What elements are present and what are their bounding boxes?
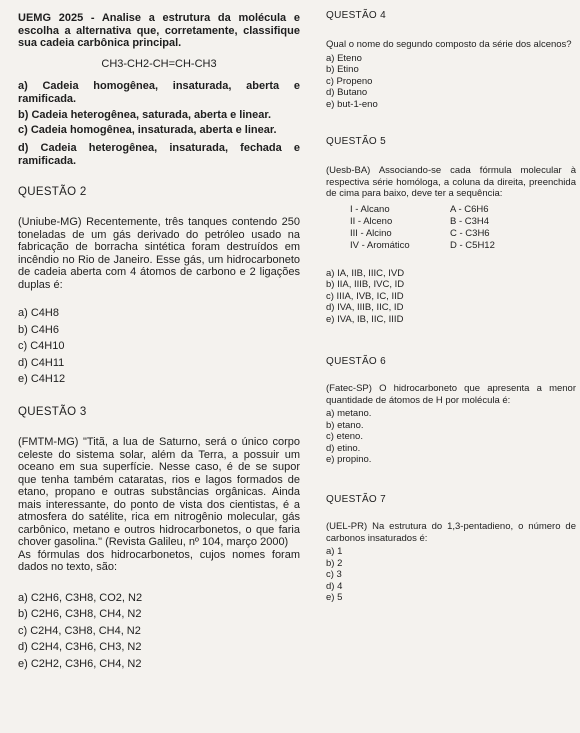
q3-text2: As fórmulas dos hidrocarbonetos, cujos nomes foram dados no texto, são: (18, 548, 300, 573)
q1-option-c[interactable]: c) Cadeia homogênea, insaturada, aberta e linear. (18, 123, 277, 136)
q7-option-a[interactable]: a) 1 (326, 546, 343, 557)
q3-options (18, 592, 300, 671)
q5-title: QUESTÃO 5 (326, 136, 386, 147)
q4-option-e[interactable]: e) but-1-eno (326, 98, 378, 110)
question-7 (326, 494, 576, 604)
q2-options (18, 307, 300, 386)
q4-option-a[interactable]: a) Eteno (326, 52, 362, 64)
q7-option-b[interactable]: b) 2 (326, 557, 343, 569)
q6-option-b[interactable]: b) etano. (326, 419, 364, 431)
q5-option-d[interactable]: d) IVA, IIIB, IIC, ID (326, 302, 404, 313)
q5-left-4: IV - Aromático (350, 239, 410, 251)
question-4 (326, 10, 576, 110)
q7-option-e[interactable]: e) 5 (326, 592, 343, 603)
q5-options (326, 268, 576, 326)
q7-title: QUESTÃO 7 (326, 494, 386, 505)
q3-option-a[interactable]: a) C2H6, C3H8, CO2, N2 (18, 591, 143, 604)
question-3 (18, 406, 300, 670)
q4-text: Qual o nome do segundo composto da série dos alcenos? (326, 39, 572, 50)
q3-option-d[interactable]: d) C2H4, C3H6, CH3, N2 (18, 641, 142, 653)
q3-option-e[interactable]: e) C2H2, C3H6, CH4, N2 (18, 657, 142, 670)
q5-right-2: B - C3H4 (450, 215, 490, 227)
question-2 (18, 186, 300, 386)
q5-left-1: I - Alcano (350, 203, 390, 215)
q6-option-e[interactable]: e) propino. (326, 454, 372, 465)
q2-title: QUESTÃO 2 (18, 186, 87, 198)
q5-left-2: II - Alceno (350, 215, 393, 227)
q4-option-d[interactable]: d) Butano (326, 87, 368, 98)
q2-text: (Uniube-MG) Recentemente, três tanques contendo 250 toneladas de um gás derivado do petróleo usado na fabricação de borracha sintética foram destruídos em incêndio no Rio de Janeiro. Esse gás, um hidrocarboneto de cadeia aberta com 4 átomos de carbono e 2 ligações duplas é: (18, 216, 300, 291)
question-6 (326, 356, 576, 466)
q7-option-c[interactable]: c) 3 (326, 569, 342, 580)
q6-options (326, 408, 576, 466)
q5-option-e[interactable]: e) IVA, IB, IIC, IIID (326, 313, 404, 325)
q5-right-3: C - C3H6 (450, 227, 490, 239)
q2-option-d[interactable]: d) C4H11 (18, 356, 65, 369)
q5-right-1: A - C6H6 (450, 203, 489, 215)
q5-option-c[interactable]: c) IIIA, IVB, IC, IID (326, 290, 404, 302)
q4-option-c[interactable]: c) Propeno (326, 75, 373, 87)
q2-option-c[interactable]: c) C4H10 (18, 340, 65, 352)
q7-text: (UEL-PR) Na estrutura do 1,3-pentadieno, o número de carbonos insaturados é: (326, 521, 576, 544)
q4-option-b[interactable]: b) Etino (326, 64, 359, 75)
q3-title: QUESTÃO 3 (18, 406, 87, 418)
question-5 (326, 136, 576, 325)
q5-text: (Uesb-BA) Associando-se cada fórmula molecular à respectiva série homóloga, a coluna da direita, preenchida de cima para baixo, deve ter a sequência: (326, 165, 576, 199)
q5-option-a[interactable]: a) IA, IIB, IIIC, IVD (326, 267, 405, 279)
q1-option-b[interactable]: b) Cadeia heterogênea, saturada, aberta e linear. (18, 109, 272, 121)
q5-right-4: D - C5H12 (450, 239, 495, 251)
q3-option-c[interactable]: c) C2H4, C3H8, CH4, N2 (18, 624, 141, 637)
q4-options (326, 53, 576, 111)
q2-option-a[interactable]: a) C4H8 (18, 307, 59, 319)
q1-formula: CH3-CH2-CH=CH-CH3 (101, 57, 217, 70)
q5-association-table (350, 204, 550, 252)
q1-option-d[interactable]: d) Cadeia heterogênea, insaturada, fechada e ramificada. (18, 142, 300, 167)
q3-text: (FMTM-MG) "Titã, a lua de Saturno, será o único corpo celeste do sistema solar, além da Terra, a possuir um oceano em sua superfície. Nesse caso, é de se supor que tenha também cataratas, rios e lagos formados de etano, propano e outras substâncias orgânicas. Ainda mais interessante, do ponto de vista dos cientistas, é a atmosfera do satélite, rica em nitrogênio molecular, gás carbônico, metano e outros hidrocarbonetos, o que faria chover gasolina." (Revista Galileu, nº 104, março 2000) (18, 436, 300, 548)
q5-option-b[interactable]: b) IIA, IIIB, IVC, ID (326, 279, 405, 290)
q1-option-a[interactable]: a) Cadeia homogênea, insaturada, aberta e ramificada. (18, 80, 300, 105)
q6-option-a[interactable]: a) metano. (326, 408, 372, 419)
q7-options (326, 546, 576, 604)
question-1 (18, 12, 300, 167)
q6-title: QUESTÃO 6 (326, 356, 386, 367)
q2-option-e[interactable]: e) C4H12 (18, 373, 66, 385)
q7-option-d[interactable]: d) 4 (326, 580, 343, 592)
q4-title: QUESTÃO 4 (326, 10, 386, 21)
q3-option-b[interactable]: b) C2H6, C3H8, CH4, N2 (18, 608, 142, 620)
q6-option-c[interactable]: c) eteno. (326, 431, 363, 442)
q1-intro: UEMG 2025 - Analise a estrutura da molécula e escolha a alternativa que, corretamente, classifique sua cadeia carbônica principal. (18, 12, 300, 49)
q2-option-b[interactable]: b) C4H6 (18, 323, 59, 336)
q6-option-d[interactable]: d) etino. (326, 442, 361, 454)
q5-left-3: III - Alcino (350, 227, 392, 239)
q6-text: (Fatec-SP) O hidrocarboneto que apresenta a menor quantidade de átomos de H por molécula é: (326, 383, 576, 406)
